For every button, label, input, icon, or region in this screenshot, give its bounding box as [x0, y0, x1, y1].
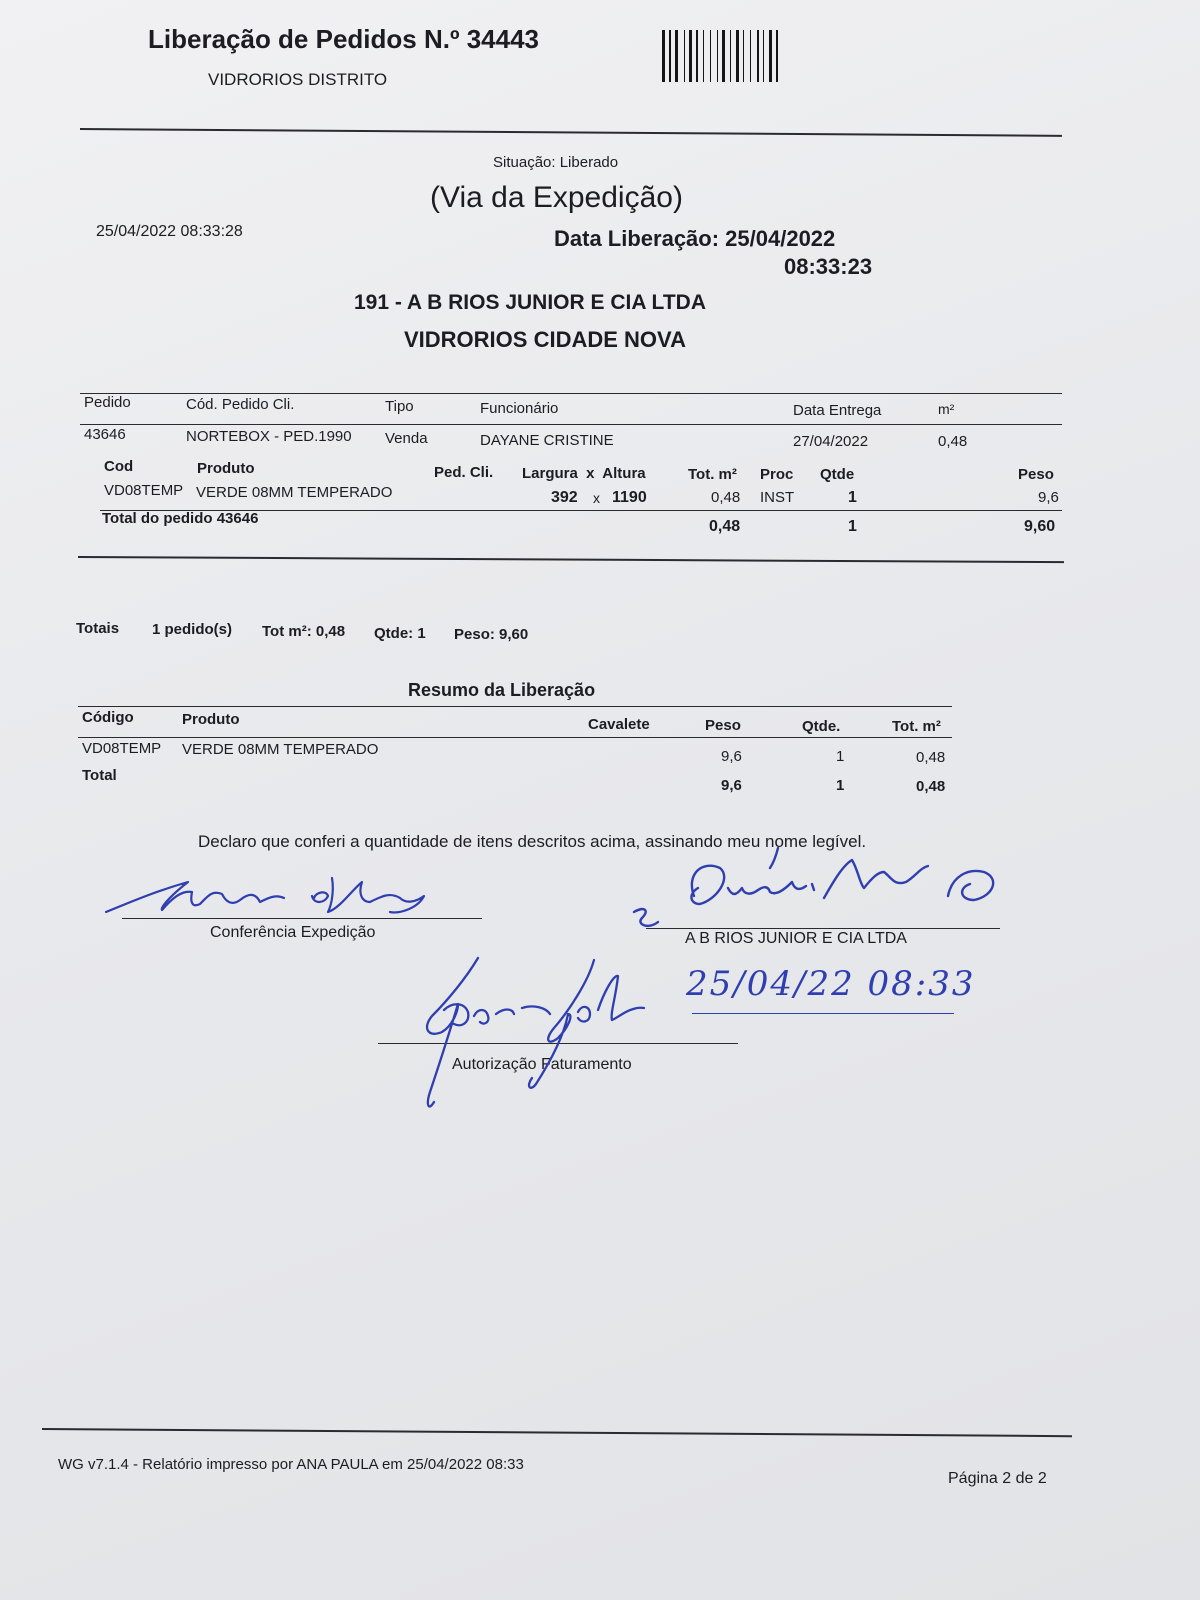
- status-label: Situação: Liberado: [493, 154, 619, 171]
- footer-page-number: Página 2 de 2: [948, 1470, 1047, 1487]
- conferencia-signature: [100, 868, 440, 924]
- order-table-top-rule: [80, 393, 1062, 394]
- declaration-text: Declaro que conferi a quantidade de itens descritos acima, assinando meu nome legível.: [198, 832, 867, 851]
- barcode-bar: [730, 30, 731, 82]
- item-altura: 1190: [612, 489, 647, 506]
- items-header-ped-cli: Ped. Cli.: [434, 464, 494, 481]
- company-signature-label: A B RIOS JUNIOR E CIA LTDA: [685, 930, 907, 947]
- item-produto: VERDE 08MM TEMPERADO: [196, 484, 393, 501]
- summary-total-qtde: 1: [836, 777, 845, 794]
- summary-total-m2: 0,48: [916, 778, 946, 795]
- summary-header-codigo: Código: [82, 709, 134, 726]
- items-bottom-divider: [78, 556, 1064, 563]
- totals-pedidos: 1 pedido(s): [152, 621, 233, 638]
- item-dim-separator: x: [593, 490, 600, 506]
- summary-codigo: VD08TEMP: [82, 740, 162, 757]
- summary-title: Resumo da Liberação: [408, 680, 596, 700]
- items-header-cod: Cod: [104, 458, 134, 475]
- items-header-proc: Proc: [760, 466, 794, 483]
- barcode-bar: [675, 30, 678, 82]
- barcode-bar: [769, 30, 772, 82]
- item-qtde: 1: [848, 489, 857, 506]
- barcode-bar: [703, 30, 704, 82]
- summary-header-cavalete: Cavalete: [588, 716, 650, 733]
- barcode-bar: [662, 30, 665, 82]
- barcode-bar: [757, 30, 759, 82]
- order-total-peso: 9,60: [1024, 518, 1056, 535]
- order-pedido: 43646: [84, 426, 126, 443]
- summary-header-produto: Produto: [182, 711, 240, 728]
- order-m2: 0,48: [938, 433, 968, 450]
- summary-qtde: 1: [836, 748, 845, 765]
- summary-produto: VERDE 08MM TEMPERADO: [182, 741, 379, 758]
- barcode-bar: [684, 30, 685, 82]
- barcode: [662, 30, 832, 82]
- order-data-entrega: 27/04/2022: [793, 433, 869, 450]
- barcode-bar: [689, 30, 692, 82]
- order-total-qtde: 1: [848, 518, 857, 535]
- autorizacao-signature: [418, 952, 658, 1124]
- summary-total-peso: 9,6: [721, 777, 742, 794]
- totals-qtde: Qtde: 1: [374, 625, 426, 642]
- item-proc: INST: [760, 489, 795, 506]
- item-peso: 9,6: [1038, 489, 1059, 506]
- summary-header-qtde: Qtde.: [802, 718, 841, 735]
- company-name: VIDRORIOS DISTRITO: [208, 70, 388, 89]
- order-header-data-entrega: Data Entrega: [793, 402, 882, 419]
- barcode-bar: [669, 30, 671, 82]
- order-header-tipo: Tipo: [385, 398, 414, 415]
- document-title: Liberação de Pedidos N.º 34443: [148, 24, 539, 54]
- footer-divider: [42, 1428, 1072, 1437]
- items-header-qtde: Qtde: [820, 466, 855, 483]
- print-timestamp: 25/04/2022 08:33:28: [96, 223, 243, 240]
- summary-total-label: Total: [82, 767, 117, 784]
- release-date: Data Liberação: 25/04/2022: [554, 226, 836, 251]
- client-branch: VIDRORIOS CIDADE NOVA: [404, 327, 686, 352]
- barcode-bar: [763, 30, 764, 82]
- order-header-m2: m²: [938, 401, 955, 417]
- summary-header-peso: Peso: [705, 717, 741, 734]
- conferencia-label: Conferência Expedição: [210, 924, 376, 941]
- release-time: 08:33:23: [784, 254, 873, 279]
- item-largura: 392: [551, 489, 578, 506]
- summary-header-rule: [78, 737, 952, 738]
- totals-label: Totais: [76, 620, 120, 637]
- items-header-produto: Produto: [197, 460, 255, 477]
- client-name: 191 - A B RIOS JUNIOR E CIA LTDA: [354, 291, 706, 314]
- summary-peso: 9,6: [721, 748, 742, 765]
- summary-top-rule: [78, 706, 952, 707]
- barcode-bar: [710, 30, 711, 82]
- items-header-dimensions: Largura x Altura: [522, 465, 646, 482]
- handwritten-datetime: 25/04/22 08:33: [686, 964, 976, 1004]
- copy-label: (Via da Expedição): [430, 181, 683, 214]
- order-header-pedido: Pedido: [84, 394, 131, 411]
- item-tot-m2: 0,48: [711, 489, 741, 506]
- summary-tot-m2: 0,48: [916, 749, 946, 766]
- barcode-bar: [750, 30, 751, 82]
- barcode-bar: [736, 30, 739, 82]
- barcode-bar: [717, 30, 718, 82]
- order-total-label: Total do pedido 43646: [102, 510, 259, 527]
- order-funcionario: DAYANE CRISTINE: [480, 432, 614, 449]
- header-divider: [80, 128, 1062, 137]
- order-tipo: Venda: [385, 430, 428, 447]
- order-total-m2: 0,48: [709, 518, 741, 535]
- barcode-bar: [776, 30, 778, 82]
- totals-m2: Tot m²: 0,48: [262, 623, 346, 640]
- totals-peso: Peso: 9,60: [454, 626, 529, 643]
- barcode-bar: [743, 30, 744, 82]
- items-header-peso: Peso: [1018, 466, 1054, 483]
- footer-printed-by: WG v7.1.4 - Relatório impresso por ANA PAULA em 25/04/2022 08:33: [58, 1456, 524, 1473]
- autorizacao-label: Autorização Faturamento: [452, 1056, 632, 1073]
- order-header-rule: [80, 424, 1062, 425]
- company-signature: [628, 838, 1028, 934]
- items-header-tot-m2: Tot. m²: [688, 466, 737, 483]
- order-cod-cli: NORTEBOX - PED.1990: [186, 428, 352, 445]
- barcode-bar: [696, 30, 698, 82]
- order-header-funcionario: Funcionário: [480, 400, 559, 417]
- handwritten-date-underline: [692, 1013, 954, 1014]
- item-cod: VD08TEMP: [104, 482, 184, 499]
- barcode-bar: [722, 30, 725, 82]
- summary-header-tot-m2: Tot. m²: [892, 718, 941, 735]
- order-header-cod-cli: Cód. Pedido Cli.: [186, 396, 295, 413]
